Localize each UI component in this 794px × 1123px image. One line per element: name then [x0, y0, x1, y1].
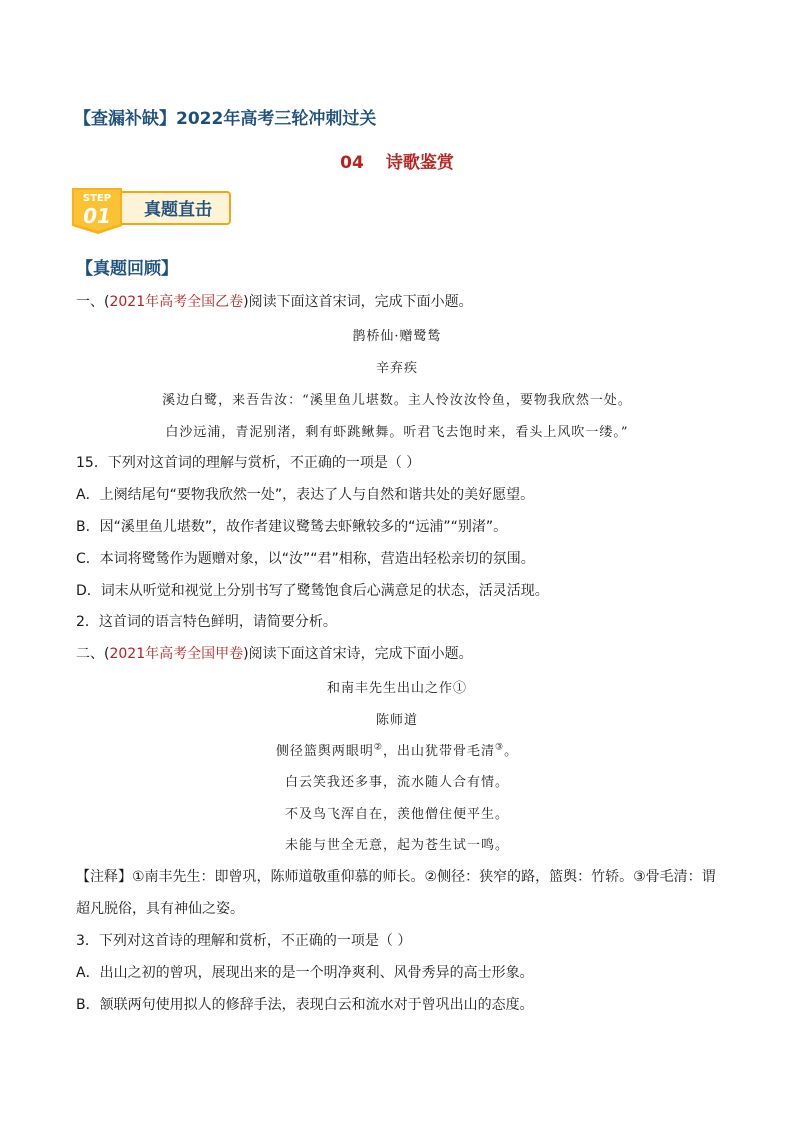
header-title-rest: 2022年高考三轮冲刺过关 [176, 109, 377, 129]
q1-intro [76, 291, 473, 311]
header-bracket-open: 【 [74, 109, 91, 129]
q2-option-a: A．出山之初的曾巩，展现出来的是一个明净爽利、风骨秀异的高士形象。 [76, 965, 534, 981]
q1-prefix: 一、( [76, 294, 110, 310]
q2-poem-line: 未能与世全无意，起为苍生试一鸣。 [284, 838, 509, 853]
q2-poem-line: 不及鸟飞浑自在，羡他僧住便平生。 [284, 807, 509, 822]
q2-footnote-ref-3: ③ [495, 742, 505, 753]
q1-option-d: D．词末从听觉和视觉上分别书写了鹭鸶饱食后心满意足的状态，活灵活现。 [76, 583, 549, 599]
q1-poem-line: 白沙远浦，青泥别渚，剩有虾跳鳅舞。听君飞去饱时来，看头上风吹一缕。” [165, 425, 629, 440]
q1-question-15: 15．下列对这首词的理解与赏析，不正确的一项是（ ） [76, 455, 421, 471]
q2-option-b: B．颔联两句使用拟人的修辞手法，表现白云和流水对于曾巩出山的态度。 [76, 997, 534, 1013]
q1-source: 2021年高考全国乙卷 [109, 294, 244, 310]
q2-suffix: )阅读下面这首宋诗，完成下面小题。 [243, 646, 473, 662]
q2-annotation-line1: 【注释】①南丰先生：即曾巩，陈师道敬重仰慕的师长。②侧径：狭窄的路，篮舆：竹轿。③骨毛清：谓 [76, 869, 716, 885]
q2-line1-part-b: ，出山犹带骨毛清 [382, 744, 495, 759]
subtitle-topic: 诗歌鉴赏 [385, 153, 454, 173]
step-label: 真题直击 [144, 200, 212, 220]
step-badge [72, 186, 234, 236]
q2-line1-part-a: 侧径篮舆两眼明 [275, 744, 374, 759]
q2-question-3: 3．下列对这首诗的理解和赏析，不正确的一项是（ ） [76, 933, 412, 949]
q2-source: 2021年高考全国甲卷 [109, 646, 244, 662]
header-series: 查漏补缺 [91, 109, 159, 129]
q2-poem-line: 白云笑我还多事，流水随人合有情。 [284, 775, 509, 790]
document-subtitle [0, 148, 794, 173]
q1-poem-title: 鹊桥仙·赠鹭鸶 [352, 329, 442, 344]
subtitle-number: 04 [340, 153, 364, 173]
q2-annotation-line2: 超凡脱俗，具有神仙之姿。 [76, 901, 244, 917]
q2-poem-title: 和南丰先生出山之作① [326, 681, 467, 696]
q2-intro [76, 643, 473, 663]
q1-option-c: C．本词将鹭鸶作为题赠对象，以“汝”“君”相称，营造出轻松亲切的氛围。 [76, 551, 535, 567]
document-header-title [74, 104, 376, 129]
q1-question-2: 2．这首词的语言特色鲜明，请简要分析。 [76, 614, 337, 630]
q1-poem-line: 溪边白鹭，来吾告汝：“溪里鱼儿堪数。主人怜汝汝怜鱼，要物我欣然一处。 [162, 393, 632, 408]
header-bracket-close: 】 [159, 109, 176, 129]
q1-suffix: )阅读下面这首宋词，完成下面小题。 [243, 294, 473, 310]
q2-prefix: 二、( [76, 646, 110, 662]
q1-poem-author: 辛弃疾 [375, 361, 418, 376]
step-number: 01 [83, 204, 111, 228]
q2-footnote-ref-2: ② [373, 742, 383, 753]
q1-option-b: B．因“溪里鱼儿堪数”，故作者建议鹭鸶去虾鳅较多的“远浦”“别渚”。 [76, 519, 508, 535]
q2-line1-part-c: 。 [504, 744, 519, 759]
step-word: STEP [82, 193, 112, 204]
section-heading: 【真题回顾】 [76, 259, 178, 279]
step-badge-graphic [72, 186, 234, 236]
q1-option-a: A．上阕结尾句“要物我欣然一处”，表达了人与自然和谐共处的美好愿望。 [76, 487, 535, 503]
q2-poem-author: 陈师道 [375, 713, 418, 728]
q2-poem-line [0, 740, 794, 759]
